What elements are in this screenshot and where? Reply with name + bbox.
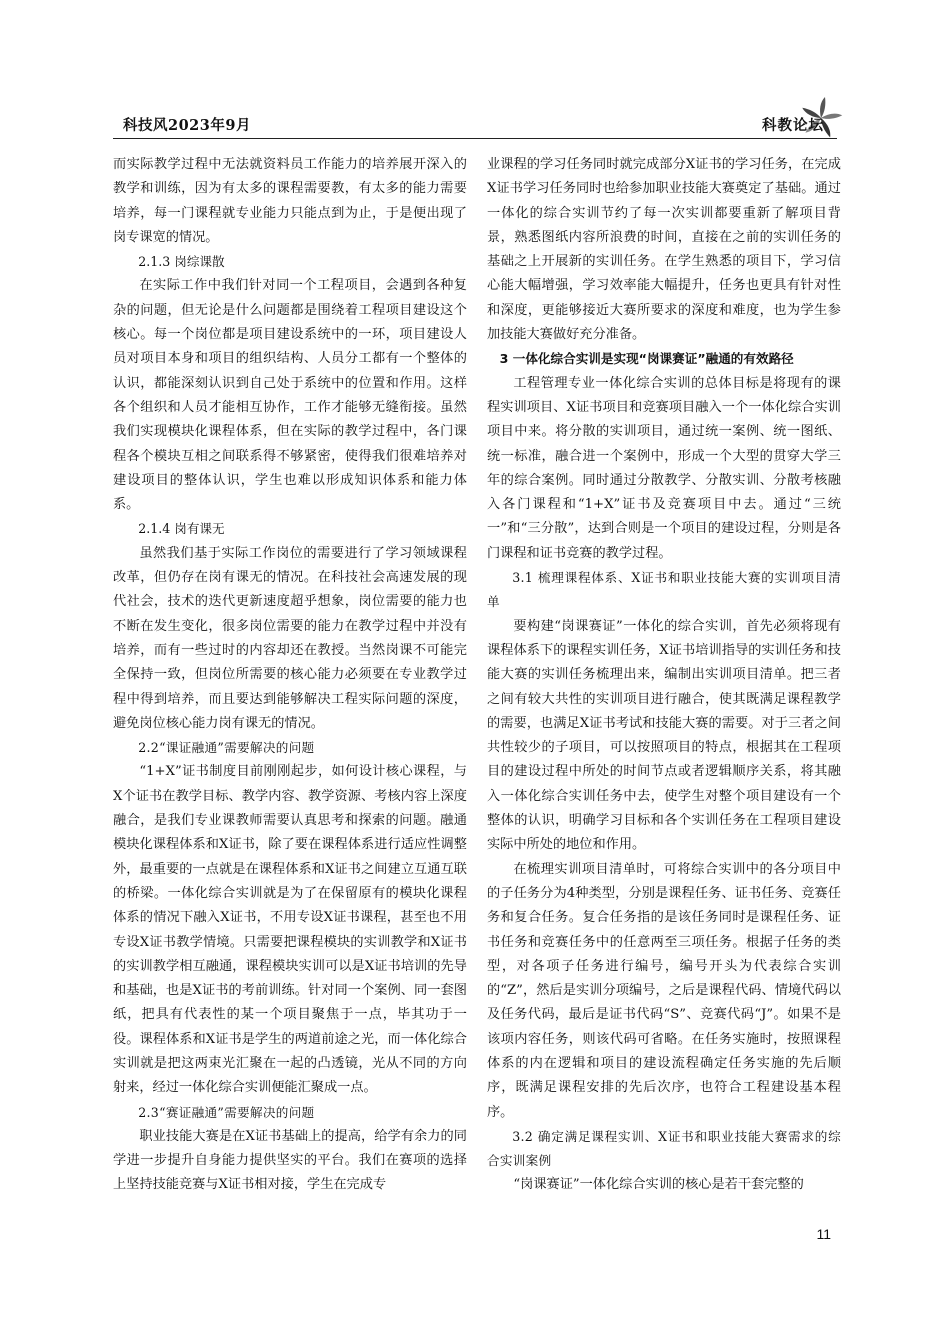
paragraph: 工程管理专业一体化综合实训的总体目标是将现有的课程实训项目、X证书项目和竞赛项目融入一个一体化综合实训项目中来。将分散的实训项目，通过统一案例、统一图纸、统一标准，融合进一个案例中，形成一个大型的贯穿大学三年的综合案例。同时通过分散教学、分散实训、分散考核融入各门课程和“1+X”证书及竞赛项目中去。通过“三统一”和“三分散”，达到合则是一个项目的建设过程，分则是各门课程和证书竞赛的教学过程。 — [487, 375, 841, 561]
paragraph: 要构建“岗课赛证”一体化的综合实训，首先必须将现有课程体系下的课程实训任务，X证书培训指导的实训任务和技能大赛的实训任务梳理出来，编制出实训项目清单。把三者之间有较大共性的实训项目进行融合，使其既满足课程教学的需要，也满足X证书考试和技能大赛的需要。对于三者之间共性较少的子项目，可以按照项目的特点，根据其在工程项目的建设过程中所处的时间节点或者逻辑顺序关系，将其融入一体化综合实训任务中去，使学生对整个项目建设有一个整体的认识，明确学习目标和各个实训任务在工程项目建设实际中所处的地位和作用。 — [487, 618, 841, 853]
header-divider — [113, 138, 837, 139]
section-heading-2-1-4: 2.1.4 岗有课无 — [138, 521, 225, 537]
section-heading-2-2: 2.2“课证融通”需要解决的问题 — [138, 740, 315, 756]
page-number: 11 — [816, 1226, 831, 1242]
right-column — [487, 153, 841, 1198]
paragraph: “岗课赛证”一体化综合实训的核心是若干套完整的 — [513, 1177, 804, 1193]
paragraph: 职业技能大赛是在X证书基础上的提高，给学有余力的同学进一步提升自身能力提供坚实的平台。我们在赛项的选择上坚持技能竞赛与X证书相对接，学生在完成专 — [113, 1128, 467, 1193]
paragraph: 虽然我们基于实际工作岗位的需要进行了学习领域课程改革，但仍存在岗有课无的情况。在科技社会高速发展的现代社会，技术的迭代更新速度超乎想象，岗位需要的能力也不断在发生变化，很多岗位需要的能力在教学过程中并没有培养，而有一些过时的内容却还在教授。当然岗课不可能完全保持一致，但岗位所需要的核心能力必须要在专业教学过程中得到培养，而且要达到能够解决工程实际问题的深度，避免岗位核心能力岗有课无的情况。 — [113, 545, 467, 731]
section-heading-3: 3 一体化综合实训是实现“岗课赛证”融通的有效路径 — [499, 351, 794, 367]
paragraph: 在梳理实训项目清单时，可将综合实训中的各分项目中的子任务分为4种类型，分别是课程任务、证书任务、竞赛任务和复合任务。复合任务指的是该任务同时是课程任务、证书任务和竞赛任务中的任意两至三项任务。根据子任务的类型，对各项子任务进行编号，编号开头为代表综合实训的“Z”，然后是实训分项编号，之后是课程代码、情境代码以及任务代码，最后是证书代码“S”、竞赛代码“J”。如果不是该项内容任务，则该代码可省略。在任务实施时，按照课程体系的内在逻辑和项目的建设流程确定任务实施的先后顺序，既满足课程安排的先后次序，也符合工程建设基本程序。 — [487, 861, 841, 1120]
section-heading-3-2: 3.2 确定满足课程实训、X证书和职业技能大赛需求的综合实训案例 — [487, 1128, 841, 1169]
left-column — [113, 153, 467, 1198]
section-title: 科教论坛 — [762, 117, 824, 134]
paragraph: “1+X”证书制度目前刚刚起步，如何设计核心课程，与X个证书在教学目标、教学内容、教学资源、考核内容上深度融合，是我们专业课教师需要认真思考和探索的问题。融通模块化课程体系和X证书，除了要在课程体系进行适应性调整外，最重要的一点就是在课程体系和X证书之间建立互通互联的桥梁。一体化综合实训就是为了在保留原有的模块化课程体系的情况下融入X证书，不用专设X证书课程，甚至也不用专设X证书教学情境。只需要把课程模块的实训教学和X证书的实训教学相互融通，课程模块实训可以是X证书培训的先导和基础，也是X证书的考前训练。针对同一个案例、同一套图纸，把具有代表性的某一个项目聚焦于一点，毕其功于一役。课程体系和X证书是学生的两道前途之光，而一体化综合实训就是把这两束光汇聚在一起的凸透镜，光从不同的方向射来，经过一体化综合实训便能汇聚成一点。 — [113, 764, 467, 1096]
section-heading-2-1-3: 2.1.3 岗综课散 — [138, 254, 225, 270]
section-heading-3-1: 3.1 梳理课程体系、X证书和职业技能大赛的实训项目清单 — [487, 570, 841, 610]
paragraph: 在实际工作中我们针对同一个工程项目，会遇到各种复杂的问题，但无论是什么问题都是围绕着工程项目建设这个核心。每一个岗位都是项目建设系统中的一环，项目建设人员对项目本身和项目的组织结构、人员分工都有一个整体的认识，都能深刻认识到自己处于系统中的位置和作用。这样各个组织和人员才能相互协作，工作才能够无缝衔接。虽然我们实现模块化课程体系，但在实际的教学过程中，各门课程各个模块互相之间联系得不够紧密，使得我们很难培养对建设项目的整体认识，学生也难以形成知识体系和能力体系。 — [113, 278, 467, 513]
journal-title: 科技风2023年9月 — [123, 117, 251, 134]
paragraph: 业课程的学习任务同时就完成部分X证书的学习任务，在完成X证书学习任务同时也给参加职业技能大赛奠定了基础。通过一体化的综合实训节约了每一次实训都要重新了解项目背景，熟悉图纸内容所浪费的时间，直接在之前的实训任务的基础之上开展新的实训任务。在学生熟悉的项目下，学习信心能大幅增强，学习效率能大幅提升，任务也更具有针对性和深度，更能够接近大赛所要求的深度和难度，也为学生参加技能大赛做好充分准备。 — [487, 157, 841, 343]
section-heading-2-3: 2.3“赛证融通”需要解决的问题 — [138, 1104, 315, 1120]
paragraph: 而实际教学过程中无法就资料员工作能力的培养展开深入的教学和训练，因为有太多的课程需要教，有太多的能力需要培养，每一门课程就专业能力只能点到为止，于是便出现了岗专课宽的情况。 — [113, 157, 467, 245]
